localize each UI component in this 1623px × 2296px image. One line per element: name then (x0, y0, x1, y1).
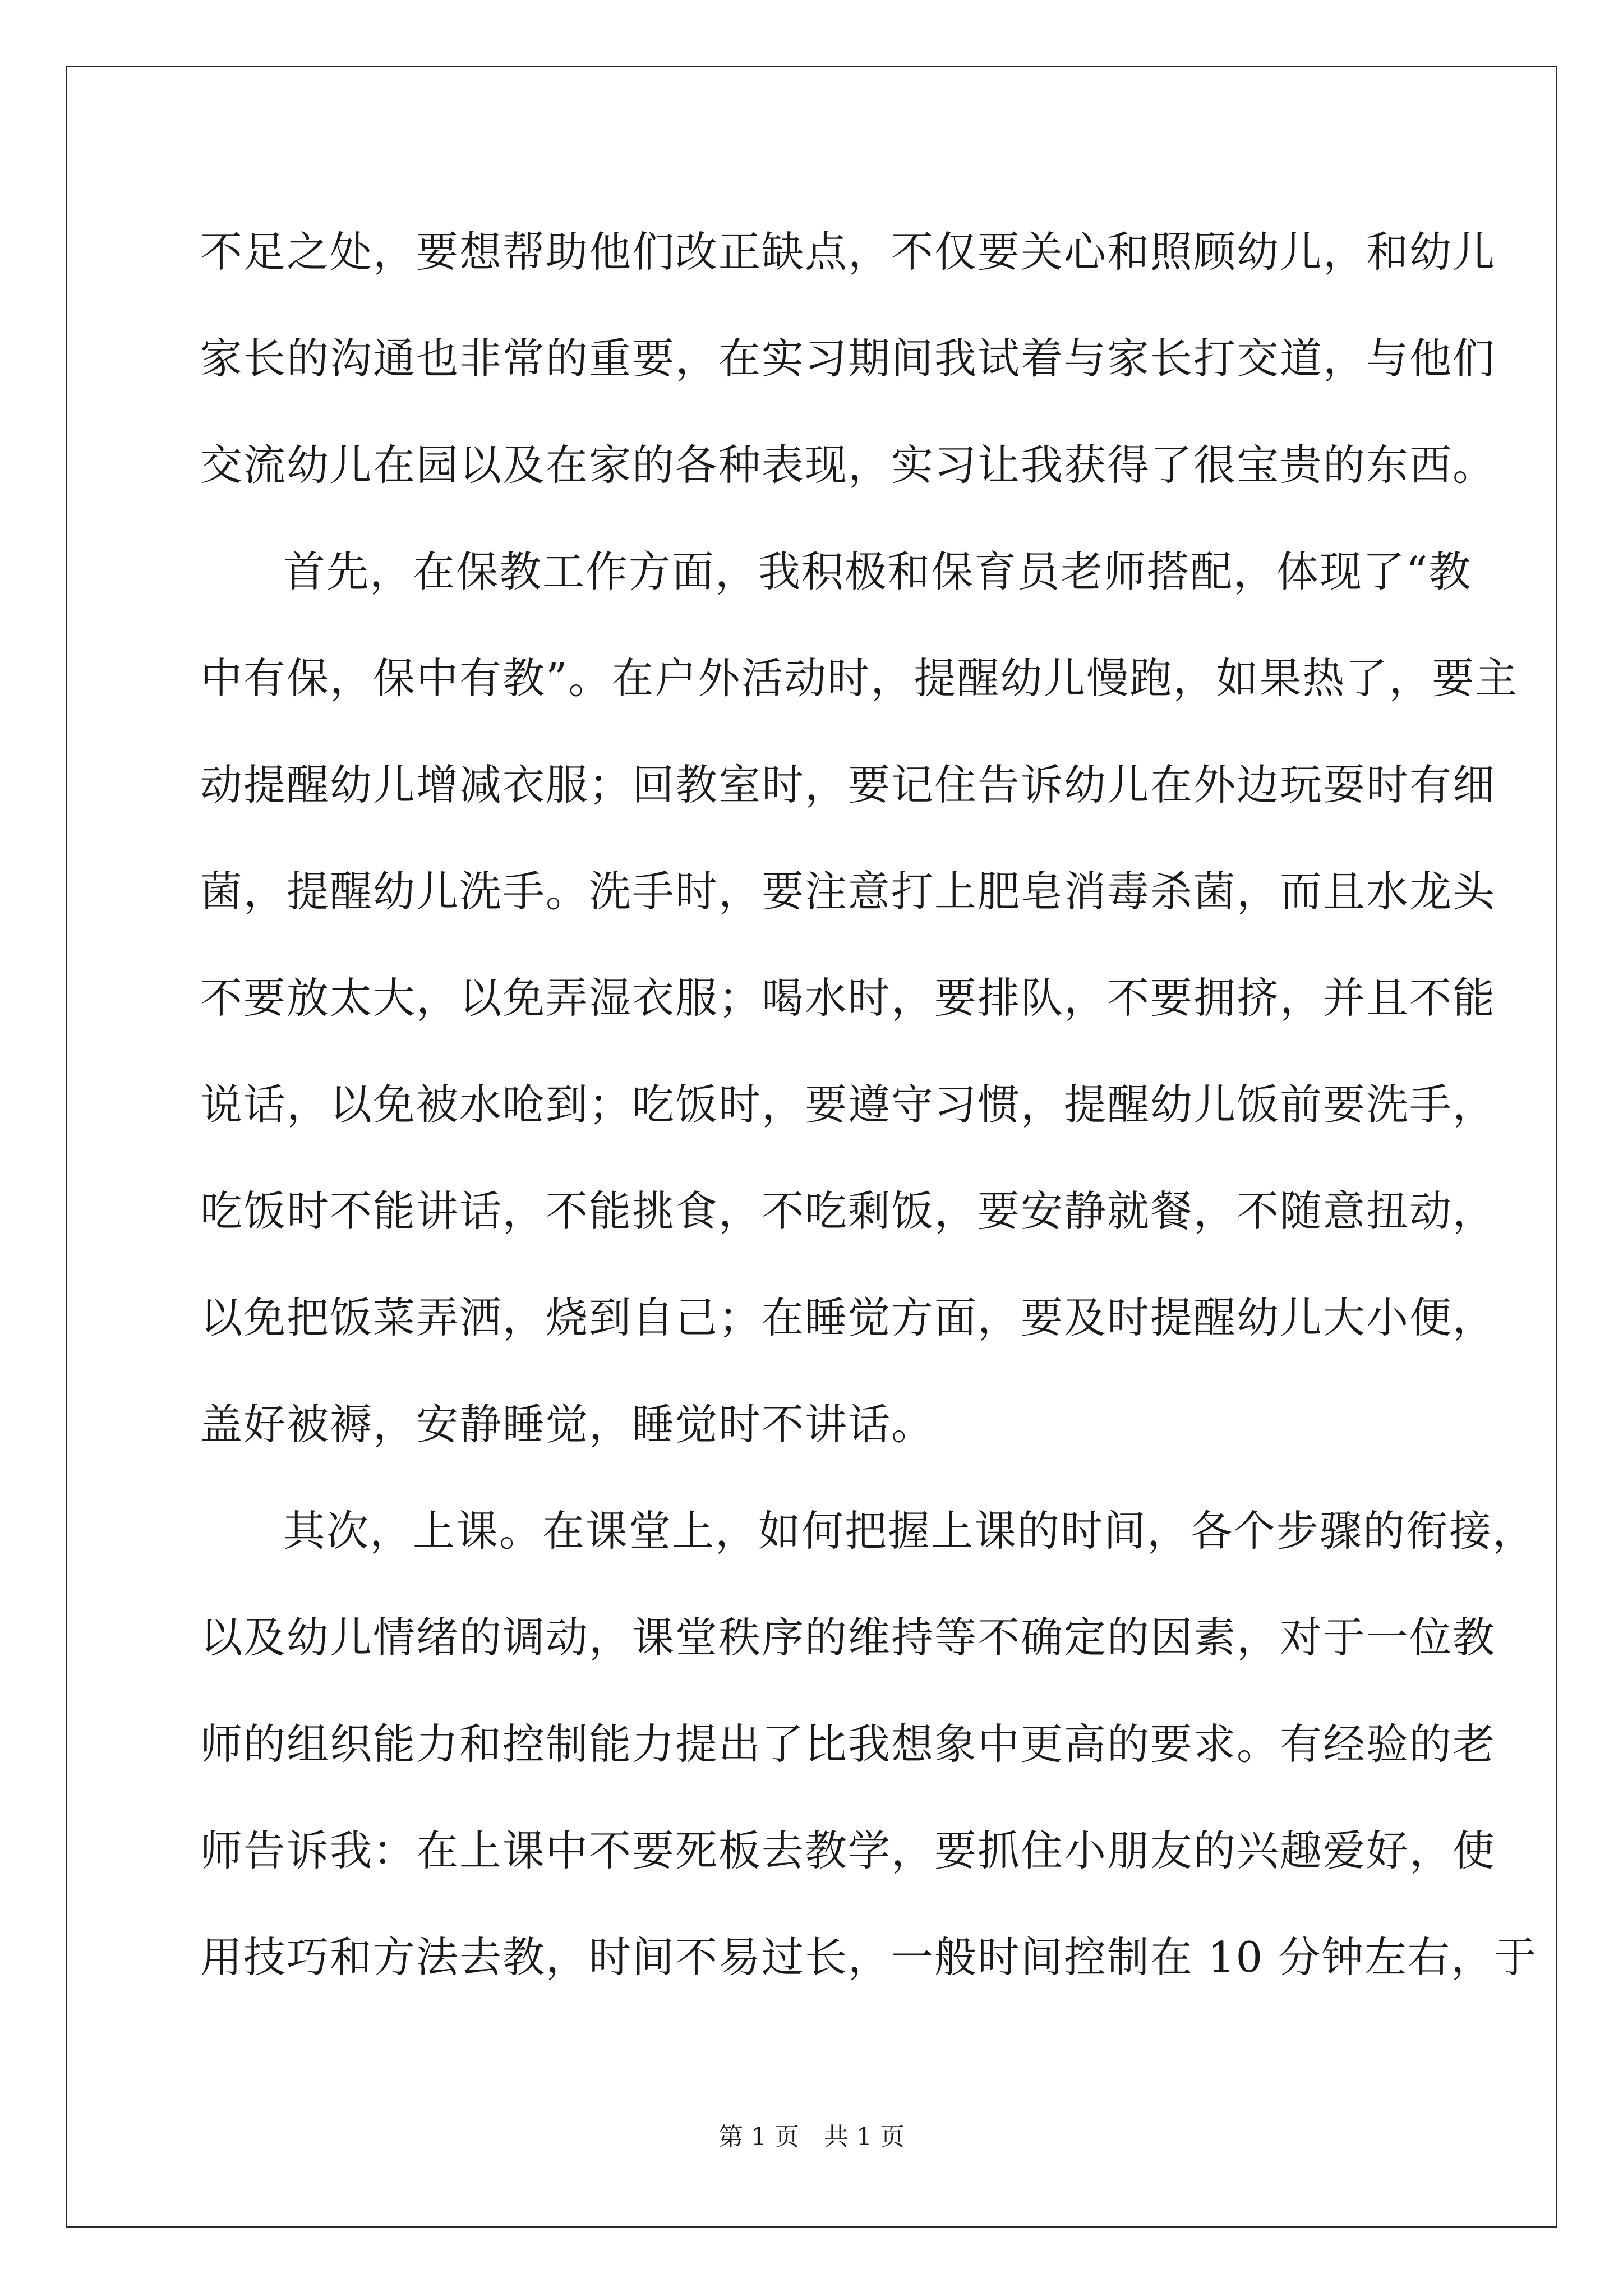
text-line: 吃饭时不能讲话，不能挑食，不吃剩饭，要安静就餐，不随意扭动， (200, 1186, 1496, 1236)
text-line: 用技巧和方法去教，时间不易过长，一般时间控制在 10 分钟左右，于 (200, 1932, 1538, 1982)
page-number: 第 1 页 (718, 2123, 799, 2151)
text-line: 师的组织能力和控制能力提出了比我想象中更高的要求。有经验的老 (200, 1719, 1496, 1769)
text-line: 以及幼儿情绪的调动，课堂秩序的维持等不确定的因素，对于一位教 (200, 1613, 1496, 1662)
text-line: 不足之处，要想帮助他们改正缺点，不仅要关心和照顾幼儿，和幼儿 (200, 227, 1496, 277)
text-line: 说话，以免被水呛到；吃饭时，要遵守习惯，提醒幼儿饭前要洗手， (200, 1080, 1496, 1129)
text-line: 不要放太大，以免弄湿衣服；喝水时，要排队，不要拥挤，并且不能 (200, 973, 1496, 1023)
text-line: 家长的沟通也非常的重要，在实习期间我试着与家长打交道，与他们 (200, 334, 1496, 383)
text-line: 交流幼儿在园以及在家的各种表现，实习让我获得了很宝贵的东西。 (200, 440, 1496, 490)
text-line: 动提醒幼儿增减衣服；回教室时，要记住告诉幼儿在外边玩耍时有细 (200, 760, 1496, 809)
text-line: 以免把饭菜弄洒，烧到自己；在睡觉方面，要及时提醒幼儿大小便， (200, 1293, 1496, 1342)
text-line: 中有保，保中有教”。在户外活动时，提醒幼儿慢跑，如果热了，要主 (200, 654, 1519, 703)
paragraph-start-line: 其次，上课。在课堂上，如何把握上课的时间，各个步骤的衔接， (283, 1506, 1536, 1556)
text-line: 师告诉我：在上课中不要死板去教学，要抓住小朋友的兴趣爱好，使 (200, 1826, 1496, 1875)
document-body (200, 199, 1538, 2010)
text-line: 盖好被褥，安静睡觉，睡觉时不讲话。 (200, 1400, 935, 1449)
page-total: 共 1 页 (824, 2123, 905, 2151)
page-footer (0, 2120, 1623, 2154)
text-line: 菌，提醒幼儿洗手。洗手时，要注意打上肥皂消毒杀菌，而且水龙头 (200, 867, 1496, 916)
paragraph-start-line: 首先，在保教工作方面，我积极和保育员老师搭配，体现了“教 (283, 547, 1472, 596)
